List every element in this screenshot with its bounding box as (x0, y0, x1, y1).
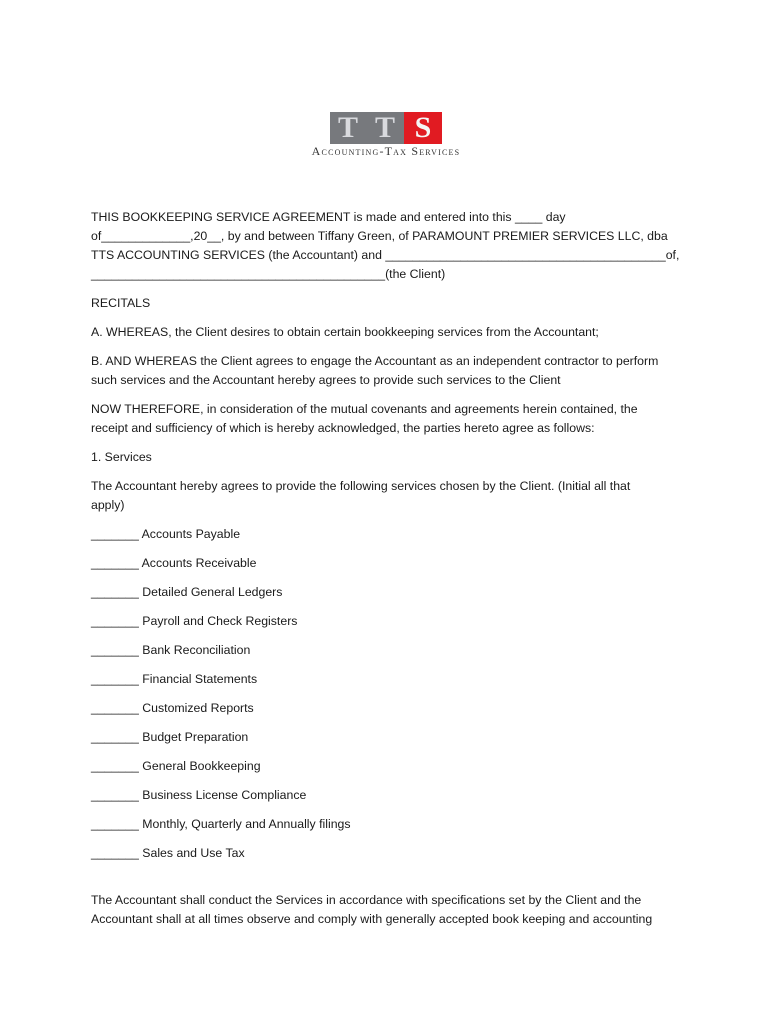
services-intro-line-2: apply) (91, 498, 125, 512)
logo-letter-s: S (404, 112, 442, 144)
closing-line-2: Accountant shall at all times observe and comply with generally accepted book keeping and accounting (91, 912, 653, 926)
service-item: _______ Accounts Payable (91, 527, 241, 541)
service-item: _______ Monthly, Quarterly and Annually filings (91, 817, 351, 831)
service-item: _______ General Bookkeeping (91, 759, 261, 773)
agreement-document (91, 208, 691, 929)
now-therefore-line-1: NOW THEREFORE, in consideration of the mutual covenants and agreements herein contained, the (91, 402, 638, 416)
service-item: _______ Customized Reports (91, 701, 254, 715)
opening-line-1: THIS BOOKKEEPING SERVICE AGREEMENT is made and entered into this ____ day (91, 210, 566, 224)
recitals-heading: RECITALS (91, 296, 151, 310)
service-item: _______ Financial Statements (91, 672, 258, 686)
logo-mark (330, 112, 442, 144)
opening-line-2: of_____________,20__, by and between Tiffany Green, of PARAMOUNT PREMIER SERVICES LLC, dba (91, 229, 668, 243)
closing-paragraph (91, 891, 691, 929)
logo-letter-t2: T (367, 112, 404, 144)
service-item: _______ Bank Reconciliation (91, 643, 251, 657)
service-item: _______ Payroll and Check Registers (91, 614, 298, 628)
service-item: _______ Budget Preparation (91, 730, 249, 744)
opening-line-3: TTS ACCOUNTING SERVICES (the Accountant) and _________________________________________of, (91, 248, 680, 262)
recital-b (91, 352, 691, 390)
service-item: _______ Accounts Receivable (91, 556, 257, 570)
recital-b-line-2: such services and the Accountant hereby agrees to provide such services to the Client (91, 373, 561, 387)
opening-paragraph (91, 208, 691, 284)
service-item: _______ Sales and Use Tax (91, 846, 245, 860)
services-intro (91, 477, 691, 515)
services-intro-line-1: The Accountant hereby agrees to provide the following services chosen by the Client. (Initial all that (91, 479, 631, 493)
now-therefore-line-2: receipt and sufficiency of which is hereby acknowledged, the parties hereto agree as follows: (91, 421, 595, 435)
service-item: _______ Detailed General Ledgers (91, 585, 283, 599)
logo-letter-t1: T (330, 112, 367, 144)
recital-a: A. WHEREAS, the Client desires to obtain certain bookkeeping services from the Accountant; (91, 325, 599, 339)
company-logo (258, 112, 514, 160)
service-item: _______ Business License Compliance (91, 788, 307, 802)
services-list (91, 525, 691, 863)
opening-line-4: ___________________________________________(the Client) (91, 267, 446, 281)
logo-tagline: Accounting-Tax Services (311, 144, 461, 158)
section-services-heading: 1. Services (91, 450, 152, 464)
recital-b-line-1: B. AND WHEREAS the Client agrees to engage the Accountant as an independent contractor to perform (91, 354, 659, 368)
closing-line-1: The Accountant shall conduct the Services in accordance with specifications set by the Client and the (91, 893, 642, 907)
now-therefore-paragraph (91, 400, 691, 438)
